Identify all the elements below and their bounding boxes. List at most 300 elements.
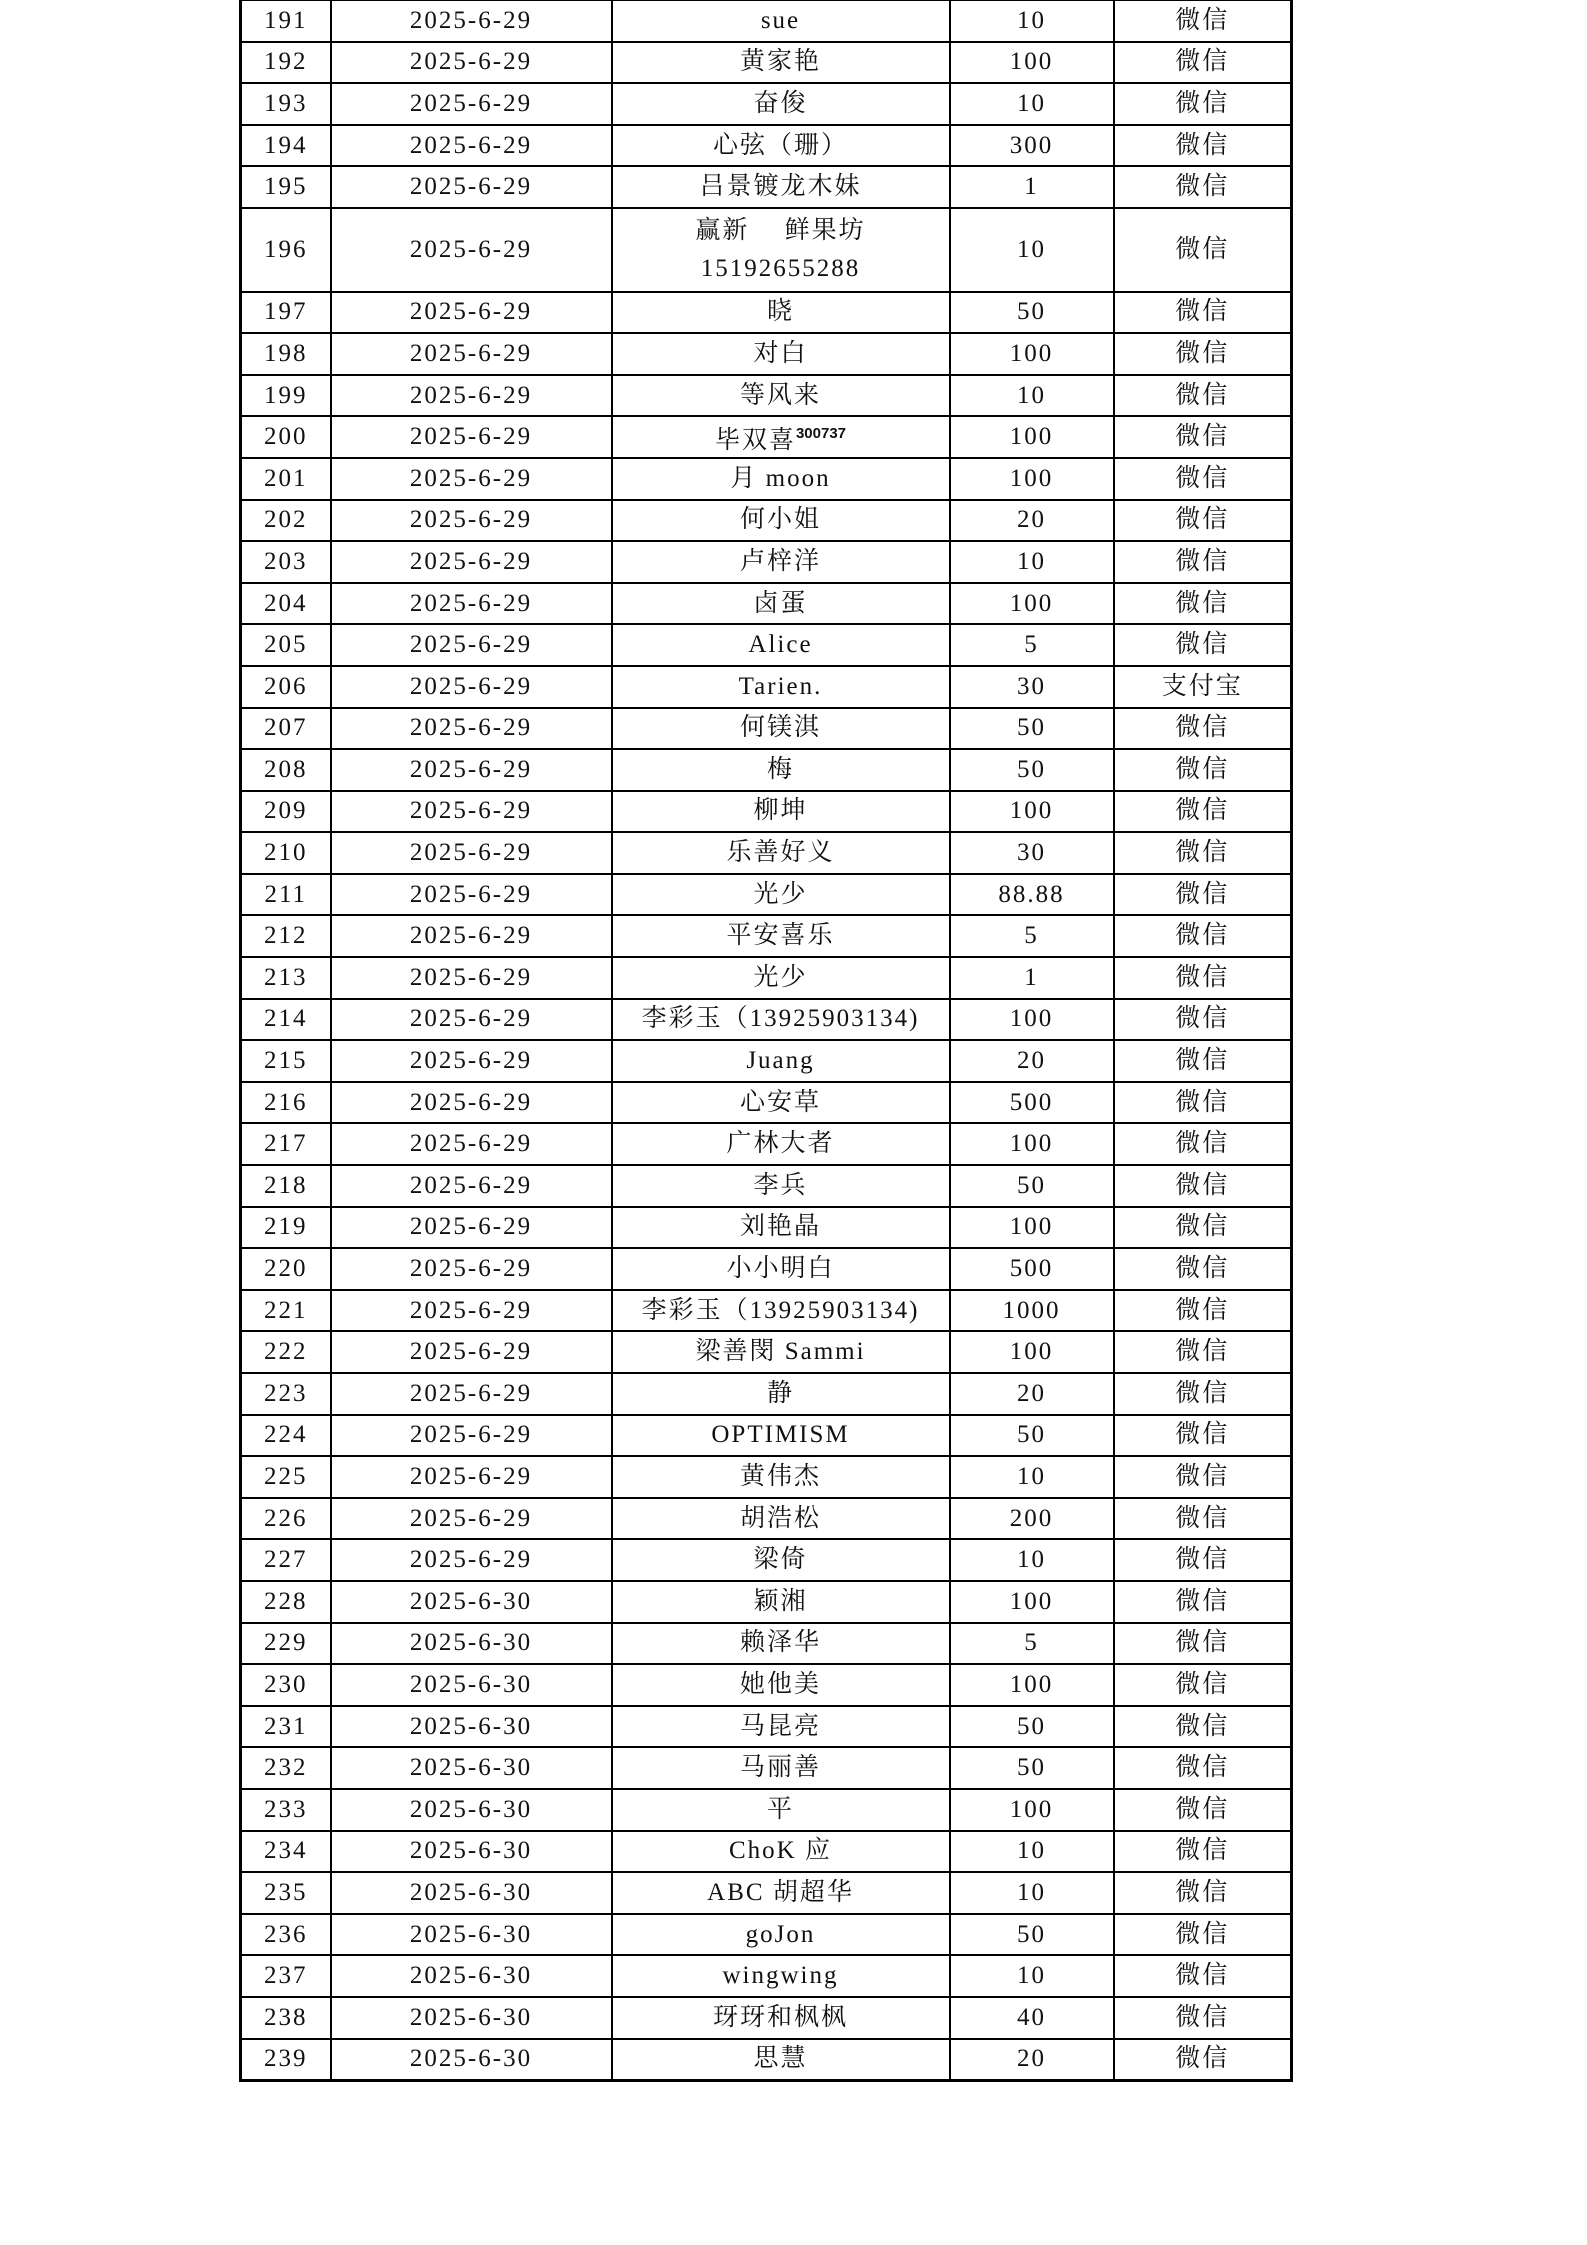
donor-name: 梁善閔 Sammi [695, 1338, 866, 1366]
table-row [241, 292, 1292, 334]
donor-name-cell [612, 2039, 950, 2081]
row-number-cell: 218 [241, 1165, 331, 1207]
amount-cell: 20 [950, 1040, 1114, 1082]
payment-channel-cell: 微信 [1114, 1248, 1292, 1290]
donor-name-cell [612, 791, 950, 833]
payment-channel-cell: 微信 [1114, 1831, 1292, 1873]
amount-cell: 1 [950, 957, 1114, 999]
amount-cell: 100 [950, 333, 1114, 375]
table-row [241, 1290, 1292, 1332]
donor-name-superscript: 300737 [795, 424, 847, 442]
date-cell: 2025-6-29 [331, 500, 612, 542]
row-number-cell: 238 [241, 1997, 331, 2039]
date-cell: 2025-6-29 [331, 541, 612, 583]
donor-name-cell [612, 292, 950, 334]
table-row [241, 791, 1292, 833]
date-cell: 2025-6-29 [331, 1539, 612, 1581]
donor-name: 卤蛋 [753, 589, 808, 617]
donor-name: 对白 [753, 339, 808, 367]
table-row [241, 666, 1292, 708]
donor-name: 晓 [766, 298, 794, 326]
table-row [241, 2039, 1292, 2081]
row-number-cell: 230 [241, 1664, 331, 1706]
payment-channel-cell: 微信 [1114, 1498, 1292, 1540]
date-cell: 2025-6-29 [331, 1040, 612, 1082]
amount-cell: 100 [950, 1207, 1114, 1249]
donor-name: 李兵 [753, 1171, 808, 1199]
payment-channel-cell: 微信 [1114, 749, 1292, 791]
payment-channel-cell: 微信 [1114, 1082, 1292, 1124]
donor-name-cell [612, 832, 950, 874]
amount-cell: 20 [950, 1373, 1114, 1415]
table-row [241, 1539, 1292, 1581]
donor-name-cell [612, 1123, 950, 1165]
amount-cell: 20 [950, 500, 1114, 542]
row-number-cell: 204 [241, 583, 331, 625]
payment-channel-cell: 微信 [1114, 1581, 1292, 1623]
donor-name-cell [612, 1747, 950, 1789]
table-row [241, 1872, 1292, 1914]
table-row [241, 1082, 1292, 1124]
date-cell: 2025-6-29 [331, 832, 612, 874]
table-row [241, 1456, 1292, 1498]
donor-name-cell [612, 583, 950, 625]
date-cell: 2025-6-29 [331, 999, 612, 1041]
donor-name-cell [612, 1498, 950, 1540]
donor-name: OPTIMISM [711, 1421, 850, 1449]
donor-name: 她他美 [739, 1670, 821, 1698]
donor-name: 马昆亮 [739, 1712, 821, 1740]
table-row [241, 375, 1292, 417]
table-row [241, 583, 1292, 625]
date-cell: 2025-6-29 [331, 208, 612, 292]
row-number-cell: 215 [241, 1040, 331, 1082]
payment-channel-cell: 微信 [1114, 874, 1292, 916]
table-row [241, 83, 1292, 125]
donor-name: goJon [745, 1920, 816, 1948]
payment-channel-cell: 微信 [1114, 1165, 1292, 1207]
donor-name-cell [612, 42, 950, 84]
date-cell: 2025-6-29 [331, 666, 612, 708]
date-cell: 2025-6-29 [331, 708, 612, 750]
row-number-cell: 210 [241, 832, 331, 874]
donor-name-cell [612, 1415, 950, 1457]
row-number-cell: 205 [241, 624, 331, 666]
date-cell: 2025-6-29 [331, 1498, 612, 1540]
amount-cell: 100 [950, 416, 1114, 458]
date-cell: 2025-6-29 [331, 1248, 612, 1290]
amount-cell: 1 [950, 166, 1114, 208]
amount-cell: 1000 [950, 1290, 1114, 1332]
table-row [241, 1664, 1292, 1706]
donor-name: sue [760, 6, 801, 34]
amount-cell: 300 [950, 125, 1114, 167]
donor-phone-line: 15192655288 [700, 254, 861, 282]
table-row [241, 1831, 1292, 1873]
amount-cell: 10 [950, 1831, 1114, 1873]
amount-cell: 50 [950, 708, 1114, 750]
payment-channel-cell: 微信 [1114, 1290, 1292, 1332]
table-row [241, 1207, 1292, 1249]
date-cell: 2025-6-30 [331, 2039, 612, 2081]
date-cell: 2025-6-29 [331, 292, 612, 334]
date-cell: 2025-6-30 [331, 1831, 612, 1873]
row-number-cell: 195 [241, 166, 331, 208]
date-cell: 2025-6-30 [331, 1623, 612, 1665]
donor-name-cell [612, 1082, 950, 1124]
row-number-cell: 201 [241, 458, 331, 500]
amount-cell: 100 [950, 458, 1114, 500]
row-number-cell: 197 [241, 292, 331, 334]
donor-name: 何镁淇 [739, 714, 821, 742]
donor-name: 梅 [766, 755, 794, 783]
payment-channel-cell: 微信 [1114, 1914, 1292, 1956]
payment-channel-cell: 微信 [1114, 791, 1292, 833]
table-row [241, 749, 1292, 791]
row-number-cell: 236 [241, 1914, 331, 1956]
payment-channel-cell: 微信 [1114, 500, 1292, 542]
table-row [241, 1331, 1292, 1373]
donor-name: 马丽善 [739, 1754, 821, 1782]
payment-channel-cell: 微信 [1114, 1456, 1292, 1498]
amount-cell: 10 [950, 83, 1114, 125]
table-row [241, 1165, 1292, 1207]
donor-name: Tarien. [738, 672, 823, 700]
payment-channel-cell: 微信 [1114, 1040, 1292, 1082]
donor-name-cell [612, 166, 950, 208]
table-row [241, 957, 1292, 999]
payment-channel-cell: 微信 [1114, 1415, 1292, 1457]
donor-name: 梁倚 [753, 1546, 808, 1574]
date-cell: 2025-6-29 [331, 874, 612, 916]
row-number-cell: 207 [241, 708, 331, 750]
row-number-cell: 211 [241, 874, 331, 916]
table-row [241, 166, 1292, 208]
donor-name: 乐善好义 [726, 839, 835, 867]
payment-channel-cell: 微信 [1114, 292, 1292, 334]
donor-name-cell [612, 1040, 950, 1082]
donor-name-cell [612, 208, 950, 292]
donor-name: 小小明白 [726, 1255, 835, 1283]
donor-name-cell [612, 1831, 950, 1873]
table-row [241, 125, 1292, 167]
donor-name: 心安草 [739, 1088, 821, 1116]
donor-name-cell [612, 749, 950, 791]
table-row [241, 624, 1292, 666]
table-row [241, 500, 1292, 542]
date-cell: 2025-6-29 [331, 166, 612, 208]
table-row [241, 1706, 1292, 1748]
table-row [241, 1955, 1292, 1997]
table-row [241, 1123, 1292, 1165]
payment-channel-cell: 微信 [1114, 1955, 1292, 1997]
donation-table-body [241, 0, 1292, 2081]
donor-name: 卢梓洋 [739, 547, 821, 575]
date-cell: 2025-6-30 [331, 1914, 612, 1956]
table-row [241, 333, 1292, 375]
donor-name: 广林大者 [726, 1130, 835, 1158]
donor-name: Alice [748, 631, 813, 659]
amount-cell: 50 [950, 1706, 1114, 1748]
payment-channel-cell: 微信 [1114, 42, 1292, 84]
donor-name: 心弦（珊） [712, 131, 848, 159]
amount-cell: 10 [950, 375, 1114, 417]
amount-cell: 50 [950, 1165, 1114, 1207]
donor-name-cell [612, 1914, 950, 1956]
payment-channel-cell: 微信 [1114, 832, 1292, 874]
amount-cell: 50 [950, 1747, 1114, 1789]
donor-name: 月 moon [730, 464, 831, 492]
row-number-cell: 239 [241, 2039, 331, 2081]
row-number-cell: 231 [241, 1706, 331, 1748]
date-cell: 2025-6-30 [331, 1789, 612, 1831]
table-row [241, 708, 1292, 750]
date-cell: 2025-6-29 [331, 1415, 612, 1457]
donor-name-cell [612, 1165, 950, 1207]
amount-cell: 100 [950, 1789, 1114, 1831]
donor-name: 柳坤 [753, 797, 808, 825]
date-cell: 2025-6-29 [331, 957, 612, 999]
donor-name-cell [612, 666, 950, 708]
table-row [241, 874, 1292, 916]
payment-channel-cell: 支付宝 [1114, 666, 1292, 708]
date-cell: 2025-6-29 [331, 791, 612, 833]
donor-name: 胡浩松 [739, 1504, 821, 1532]
row-number-cell: 216 [241, 1082, 331, 1124]
date-cell: 2025-6-29 [331, 416, 612, 458]
row-number-cell: 219 [241, 1207, 331, 1249]
date-cell: 2025-6-29 [331, 1082, 612, 1124]
amount-cell: 10 [950, 0, 1114, 42]
amount-cell: 30 [950, 832, 1114, 874]
row-number-cell: 227 [241, 1539, 331, 1581]
row-number-cell: 217 [241, 1123, 331, 1165]
donor-name-cell [612, 624, 950, 666]
donor-name-cell [612, 1706, 950, 1748]
table-row [241, 1415, 1292, 1457]
donor-name: ChoK 应 [729, 1837, 832, 1865]
donor-name: 等风来 [739, 381, 821, 409]
row-number-cell: 209 [241, 791, 331, 833]
donor-name-cell [612, 458, 950, 500]
amount-cell: 88.88 [950, 874, 1114, 916]
donation-table [239, 0, 1293, 2082]
donor-name-cell [612, 1290, 950, 1332]
donor-name-cell [612, 999, 950, 1041]
row-number-cell: 203 [241, 541, 331, 583]
row-number-cell: 235 [241, 1872, 331, 1914]
table-row [241, 1747, 1292, 1789]
donor-name-cell [612, 708, 950, 750]
row-number-cell: 212 [241, 915, 331, 957]
donor-name: 颖湘 [753, 1587, 808, 1615]
amount-cell: 100 [950, 999, 1114, 1041]
date-cell: 2025-6-29 [331, 624, 612, 666]
payment-channel-cell: 微信 [1114, 957, 1292, 999]
date-cell: 2025-6-29 [331, 1165, 612, 1207]
row-number-cell: 221 [241, 1290, 331, 1332]
date-cell: 2025-6-29 [331, 1331, 612, 1373]
amount-cell: 10 [950, 1872, 1114, 1914]
date-cell: 2025-6-29 [331, 915, 612, 957]
donor-name-cell [612, 1955, 950, 1997]
amount-cell: 10 [950, 541, 1114, 583]
amount-cell: 30 [950, 666, 1114, 708]
amount-cell: 100 [950, 1664, 1114, 1706]
date-cell: 2025-6-30 [331, 1581, 612, 1623]
payment-channel-cell: 微信 [1114, 166, 1292, 208]
donor-name-cell [612, 125, 950, 167]
table-row [241, 541, 1292, 583]
donor-name: 奋俊 [753, 89, 808, 117]
donor-name: 刘艳晶 [739, 1213, 821, 1241]
donor-name: 光少 [753, 963, 808, 991]
date-cell: 2025-6-30 [331, 1747, 612, 1789]
date-cell: 2025-6-29 [331, 125, 612, 167]
date-cell: 2025-6-30 [331, 1955, 612, 1997]
row-number-cell: 200 [241, 416, 331, 458]
row-number-cell: 208 [241, 749, 331, 791]
amount-cell: 100 [950, 1123, 1114, 1165]
date-cell: 2025-6-29 [331, 1456, 612, 1498]
date-cell: 2025-6-30 [331, 1872, 612, 1914]
payment-channel-cell: 微信 [1114, 375, 1292, 417]
row-number-cell: 193 [241, 83, 331, 125]
donor-name: 毕双喜 [714, 426, 796, 454]
donor-name: wingwing [722, 1962, 839, 1990]
row-number-cell: 237 [241, 1955, 331, 1997]
amount-cell: 100 [950, 1331, 1114, 1373]
donor-name: 何小姐 [739, 506, 821, 534]
amount-cell: 100 [950, 1581, 1114, 1623]
donor-name: 平安喜乐 [726, 922, 835, 950]
donor-name-cell [612, 1581, 950, 1623]
table-row [241, 1623, 1292, 1665]
row-number-cell: 233 [241, 1789, 331, 1831]
donor-name: 黄伟杰 [739, 1462, 821, 1490]
payment-channel-cell: 微信 [1114, 1373, 1292, 1415]
payment-channel-cell: 微信 [1114, 624, 1292, 666]
donor-name-cell [612, 416, 950, 458]
payment-channel-cell: 微信 [1114, 1997, 1292, 2039]
payment-channel-cell: 微信 [1114, 999, 1292, 1041]
payment-channel-cell: 微信 [1114, 2039, 1292, 2081]
amount-cell: 10 [950, 1456, 1114, 1498]
amount-cell: 200 [950, 1498, 1114, 1540]
amount-cell: 10 [950, 1955, 1114, 1997]
payment-channel-cell: 微信 [1114, 125, 1292, 167]
donor-name-cell [612, 1997, 950, 2039]
donor-name-cell [612, 1664, 950, 1706]
row-number-cell: 234 [241, 1831, 331, 1873]
amount-cell: 100 [950, 791, 1114, 833]
row-number-cell: 198 [241, 333, 331, 375]
donor-name-cell [612, 1539, 950, 1581]
amount-cell: 100 [950, 42, 1114, 84]
donor-name-cell [612, 1789, 950, 1831]
donor-name-cell [612, 375, 950, 417]
row-number-cell: 191 [241, 0, 331, 42]
row-number-cell: 225 [241, 1456, 331, 1498]
payment-channel-cell: 微信 [1114, 333, 1292, 375]
donor-name: 玡玡和枫枫 [712, 2003, 848, 2031]
donor-name-cell [612, 333, 950, 375]
payment-channel-cell: 微信 [1114, 208, 1292, 292]
donor-name-cell [612, 1872, 950, 1914]
table-row [241, 1498, 1292, 1540]
amount-cell: 50 [950, 1914, 1114, 1956]
donor-name-cell [612, 500, 950, 542]
payment-channel-cell: 微信 [1114, 583, 1292, 625]
amount-cell: 10 [950, 1539, 1114, 1581]
amount-cell: 500 [950, 1082, 1114, 1124]
donor-name: 思慧 [753, 2045, 808, 2073]
payment-channel-cell: 微信 [1114, 1664, 1292, 1706]
row-number-cell: 214 [241, 999, 331, 1041]
payment-channel-cell: 微信 [1114, 915, 1292, 957]
donor-name-cell [612, 1207, 950, 1249]
table-row [241, 1373, 1292, 1415]
table-row [241, 1997, 1292, 2039]
table-row [241, 832, 1292, 874]
table-row [241, 416, 1292, 458]
amount-cell: 50 [950, 1415, 1114, 1457]
donor-name-line: 赢新 鲜果坊 [695, 216, 866, 244]
table-row [241, 915, 1292, 957]
payment-channel-cell: 微信 [1114, 1123, 1292, 1165]
donor-name-cell [612, 957, 950, 999]
date-cell: 2025-6-30 [331, 1997, 612, 2039]
row-number-cell: 196 [241, 208, 331, 292]
donor-name: 黄家艳 [739, 48, 821, 76]
table-row [241, 1581, 1292, 1623]
amount-cell: 5 [950, 915, 1114, 957]
table-row [241, 0, 1292, 42]
date-cell: 2025-6-29 [331, 1207, 612, 1249]
row-number-cell: 199 [241, 375, 331, 417]
donor-name: 平 [766, 1795, 794, 1823]
row-number-cell: 228 [241, 1581, 331, 1623]
date-cell: 2025-6-29 [331, 333, 612, 375]
amount-cell: 10 [950, 208, 1114, 292]
amount-cell: 50 [950, 292, 1114, 334]
amount-cell: 5 [950, 1623, 1114, 1665]
table-row [241, 1040, 1292, 1082]
date-cell: 2025-6-30 [331, 1664, 612, 1706]
table-row [241, 999, 1292, 1041]
donor-name: 静 [766, 1379, 794, 1407]
date-cell: 2025-6-29 [331, 1290, 612, 1332]
donor-name: 吕景镀龙木妹 [699, 173, 862, 201]
payment-channel-cell: 微信 [1114, 1539, 1292, 1581]
date-cell: 2025-6-29 [331, 1373, 612, 1415]
payment-channel-cell: 微信 [1114, 1872, 1292, 1914]
table-row [241, 1248, 1292, 1290]
payment-channel-cell: 微信 [1114, 1331, 1292, 1373]
donor-name-cell [612, 1456, 950, 1498]
donor-name-cell [612, 1373, 950, 1415]
payment-channel-cell: 微信 [1114, 0, 1292, 42]
donor-name: 李彩玉（13925903134) [641, 1296, 920, 1324]
payment-channel-cell: 微信 [1114, 1207, 1292, 1249]
amount-cell: 40 [950, 1997, 1114, 2039]
date-cell: 2025-6-29 [331, 42, 612, 84]
donor-name-cell [612, 541, 950, 583]
donor-name-cell [612, 915, 950, 957]
donor-name-cell [612, 83, 950, 125]
row-number-cell: 202 [241, 500, 331, 542]
donor-name-cell [612, 874, 950, 916]
